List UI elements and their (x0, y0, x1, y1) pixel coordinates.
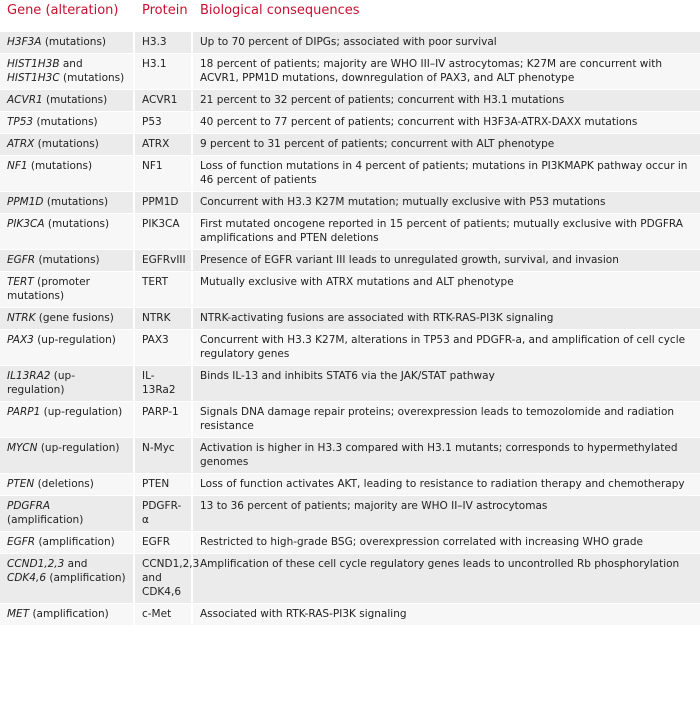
consequence-cell: Concurrent with H3.3 K27M, alterations in TP53 and PDGFR-a, and amplification of cell cycle regulatory genes (193, 330, 700, 366)
table-header-row (0, 0, 700, 32)
gene-cell (0, 134, 135, 156)
protein-cell: PAX3 (135, 330, 193, 366)
table-row (0, 604, 700, 626)
protein-cell: TERT (135, 272, 193, 308)
table-row (0, 214, 700, 250)
consequence-cell: Activation is higher in H3.3 compared with H3.1 mutants; corresponds to hypermethylated genomes (193, 438, 700, 474)
alteration-type: (up-regulation) (37, 442, 120, 454)
consequence-cell: Loss of function mutations in 4 percent of patients; mutations in PI3KMAPK pathway occur in 46 percent of patients (193, 156, 700, 192)
alteration-type: (mutations) (59, 72, 125, 84)
table-row (0, 496, 700, 532)
gene-cell (0, 330, 135, 366)
consequence-cell: Amplification of these cell cycle regulatory genes leads to uncontrolled Rb phosphorylation (193, 554, 700, 604)
consequence-cell: Presence of EGFR variant III leads to unregulated growth, survival, and invasion (193, 250, 700, 272)
table-row (0, 112, 700, 134)
gene-name: ACVR1 (7, 94, 43, 106)
protein-cell: NF1 (135, 156, 193, 192)
alteration-type: and (59, 58, 83, 70)
protein-cell: ATRX (135, 134, 193, 156)
alteration-type: (amplification) (46, 572, 126, 584)
alteration-type: and (64, 558, 88, 570)
consequence-cell: 13 to 36 percent of patients; majority are WHO II–IV astrocytomas (193, 496, 700, 532)
alteration-type: (mutations) (33, 116, 98, 128)
table-row (0, 192, 700, 214)
consequence-cell: Up to 70 percent of DIPGs; associated with poor survival (193, 32, 700, 54)
gene-name: TP53 (7, 116, 34, 128)
gene-name: PDGFRA (7, 500, 51, 512)
alteration-type: (mutations) (27, 160, 93, 172)
gene-cell (0, 554, 135, 604)
table-row (0, 438, 700, 474)
gene-cell (0, 496, 135, 532)
gene-cell (0, 272, 135, 308)
alteration-type: (promoter mutations) (7, 276, 90, 302)
gene-cell (0, 214, 135, 250)
alteration-type: (mutations) (44, 218, 110, 230)
table-row (0, 554, 700, 604)
consequence-cell: Binds IL-13 and inhibits STAT6 via the JAK/STAT pathway (193, 366, 700, 402)
table-row (0, 330, 700, 366)
gene-cell (0, 192, 135, 214)
gene-name: PPM1D (7, 196, 44, 208)
protein-cell: H3.1 (135, 54, 193, 90)
table-row (0, 474, 700, 496)
protein-cell: NTRK (135, 308, 193, 330)
gene-name: TERT (7, 276, 34, 288)
table-row (0, 134, 700, 156)
gene-cell (0, 366, 135, 402)
gene-cell (0, 90, 135, 112)
gene-cell (0, 308, 135, 330)
gene-cell (0, 438, 135, 474)
consequence-cell: First mutated oncogene reported in 15 percent of patients; mutually exclusive with PDGFRA amplifications and PTEN deletions (193, 214, 700, 250)
gene-cell (0, 156, 135, 192)
consequence-cell: Restricted to high-grade BSG; overexpression correlated with increasing WHO grade (193, 532, 700, 554)
gene-cell (0, 402, 135, 438)
protein-cell: N-Myc (135, 438, 193, 474)
gene-name: PAX3 (7, 334, 34, 346)
alteration-type: (gene fusions) (35, 312, 114, 324)
gene-name: PIK3CA (7, 218, 45, 230)
table-row (0, 366, 700, 402)
gene-name: CDK4,6 (7, 572, 47, 584)
protein-cell: PPM1D (135, 192, 193, 214)
alteration-type: (up-regulation) (33, 334, 116, 346)
gene-name: HIST1H3B (7, 58, 60, 70)
alteration-type: (amplification) (35, 536, 115, 548)
alteration-type: (amplification) (7, 514, 84, 526)
gene-cell (0, 112, 135, 134)
gene-cell (0, 250, 135, 272)
alteration-type: (mutations) (35, 254, 100, 266)
alteration-type: (mutations) (43, 196, 109, 208)
gene-cell (0, 32, 135, 54)
gene-cell (0, 54, 135, 90)
gene-name: CCND1,2,3 (7, 558, 65, 570)
protein-cell: IL-13Ra2 (135, 366, 193, 402)
protein-cell: H3.3 (135, 32, 193, 54)
header-biological-consequences: Biological consequences (193, 0, 700, 32)
table-row (0, 250, 700, 272)
gene-name: NF1 (7, 160, 28, 172)
consequence-cell: Signals DNA damage repair proteins; overexpression leads to temozolomide and radiation resistance (193, 402, 700, 438)
table-row (0, 54, 700, 90)
gene-cell (0, 604, 135, 626)
table-row (0, 90, 700, 112)
table-body (0, 32, 700, 626)
gene-name: MYCN (7, 442, 38, 454)
protein-cell: PTEN (135, 474, 193, 496)
gene-name: EGFR (7, 536, 36, 548)
table-row (0, 532, 700, 554)
alteration-type: (mutations) (34, 138, 99, 150)
gene-cell (0, 474, 135, 496)
consequence-cell: Mutually exclusive with ATRX mutations and ALT phenotype (193, 272, 700, 308)
gene-name: MET (7, 608, 30, 620)
consequence-cell: NTRK-activating fusions are associated with RTK-RAS-PI3K signaling (193, 308, 700, 330)
gene-name: NTRK (7, 312, 36, 324)
consequence-cell: Loss of function activates AKT, leading to resistance to radiation therapy and chemotherapy (193, 474, 700, 496)
table-row (0, 308, 700, 330)
alteration-type: (amplification) (29, 608, 109, 620)
gene-name: H3F3A (7, 36, 42, 48)
protein-cell: PARP-1 (135, 402, 193, 438)
consequence-cell: Concurrent with H3.3 K27M mutation; mutually exclusive with P53 mutations (193, 192, 700, 214)
gene-name: HIST1H3C (7, 72, 60, 84)
protein-cell: P53 (135, 112, 193, 134)
protein-cell: CCND1,2,3 and CDK4,6 (135, 554, 193, 604)
header-protein: Protein (135, 0, 193, 32)
consequence-cell: 40 percent to 77 percent of patients; concurrent with H3F3A-ATRX-DAXX mutations (193, 112, 700, 134)
alteration-type: (mutations) (41, 36, 107, 48)
alteration-type: (deletions) (34, 478, 94, 490)
gene-name: PARP1 (7, 406, 41, 418)
consequence-cell: Associated with RTK-RAS-PI3K signaling (193, 604, 700, 626)
gene-name: EGFR (7, 254, 36, 266)
consequence-cell: 18 percent of patients; majority are WHO III–IV astrocytomas; K27M are concurrent with ACVR1, PPM1D mutations, downregulation of PAX3, and ALT phenotype (193, 54, 700, 90)
table-row (0, 402, 700, 438)
gene-cell (0, 532, 135, 554)
consequence-cell: 21 percent to 32 percent of patients; concurrent with H3.1 mutations (193, 90, 700, 112)
protein-cell: PIK3CA (135, 214, 193, 250)
alteration-type: (mutations) (42, 94, 108, 106)
protein-cell: EGFR (135, 532, 193, 554)
table-row (0, 272, 700, 308)
alteration-type: (up-regulation) (40, 406, 123, 418)
table-row (0, 32, 700, 54)
gene-name: IL13RA2 (7, 370, 51, 382)
gene-name: PTEN (7, 478, 35, 490)
consequence-cell: 9 percent to 31 percent of patients; concurrent with ALT phenotype (193, 134, 700, 156)
protein-cell: EGFRvIII (135, 250, 193, 272)
header-gene-alteration: Gene (alteration) (0, 0, 135, 32)
protein-cell: c-Met (135, 604, 193, 626)
alteration-type: (up-regulation) (7, 370, 76, 396)
table-row (0, 156, 700, 192)
gene-name: ATRX (7, 138, 35, 150)
protein-cell: ACVR1 (135, 90, 193, 112)
protein-cell: PDGFR-α (135, 496, 193, 532)
